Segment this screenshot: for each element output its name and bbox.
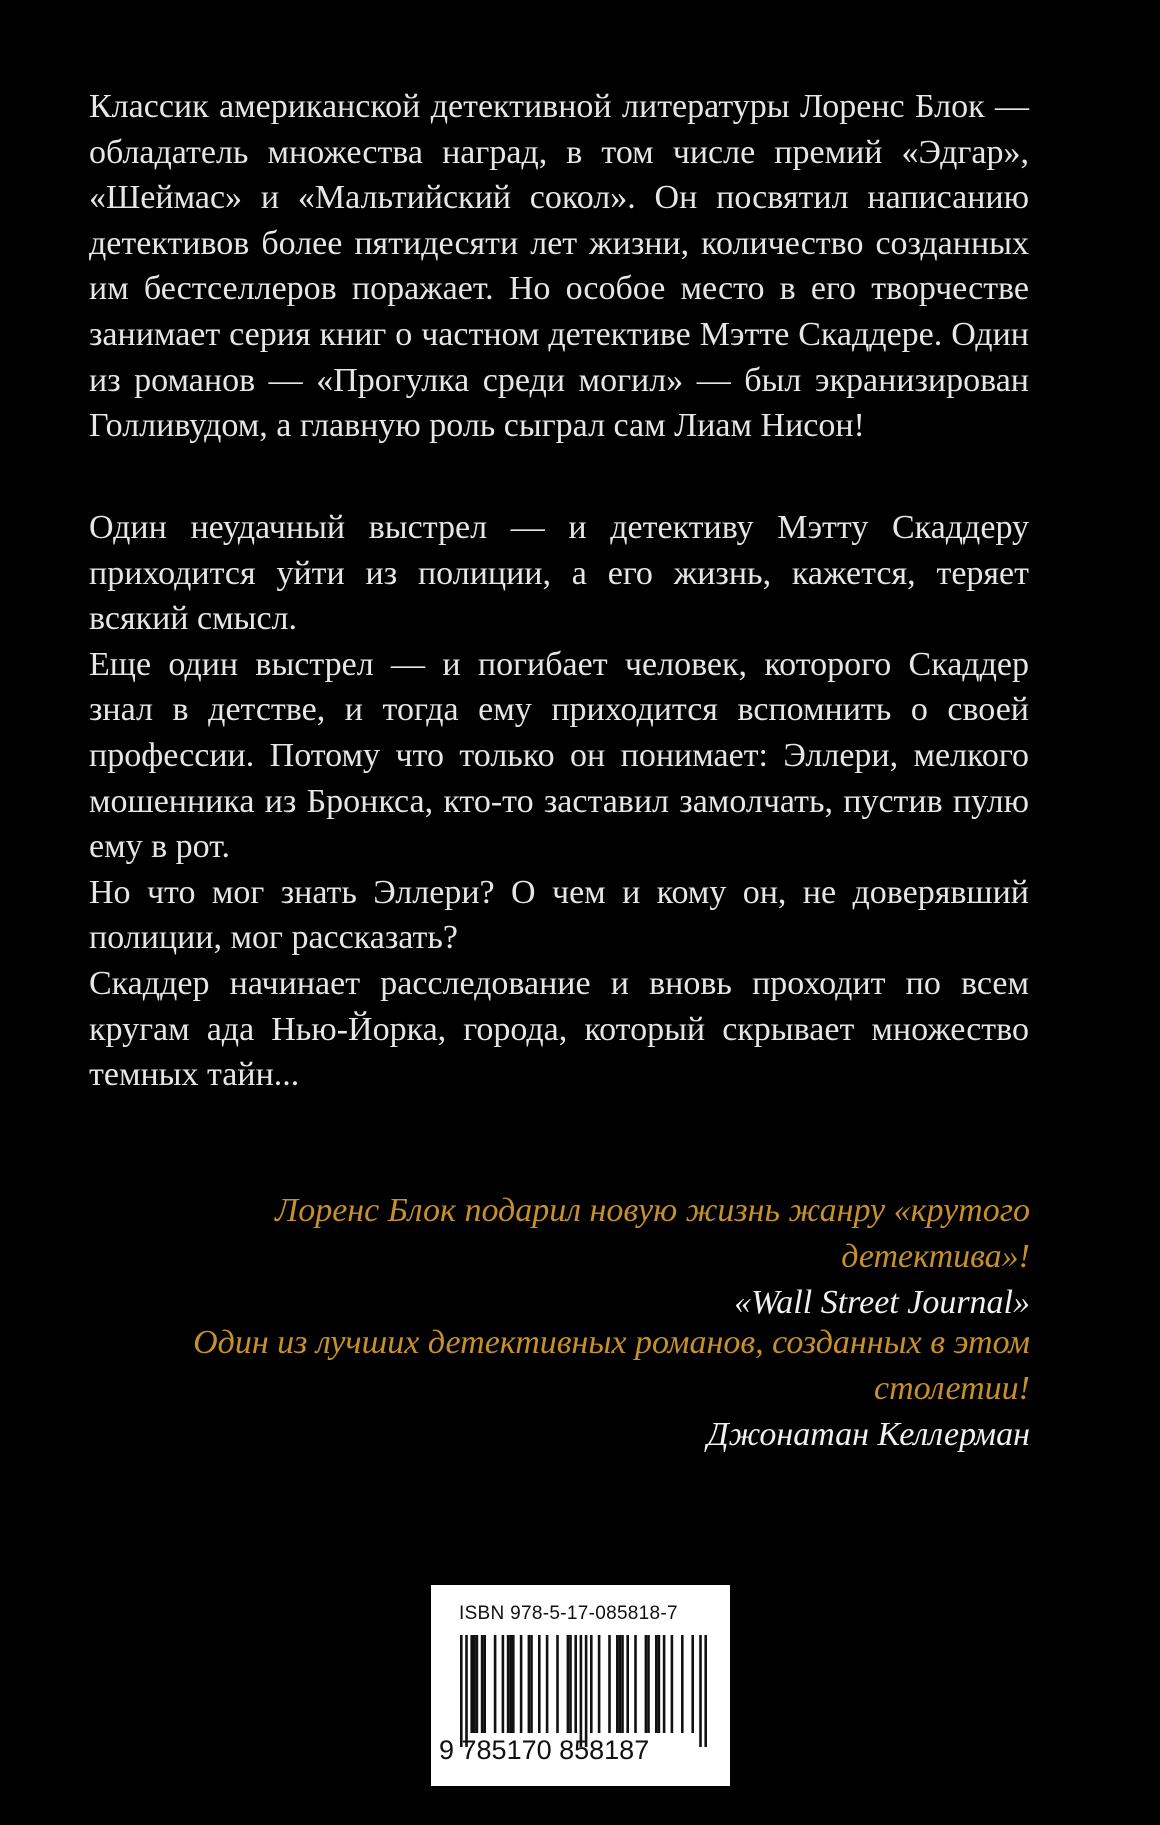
quote-source: Джонатан Келлерман [706, 1416, 1030, 1453]
barcode-bar [608, 1635, 611, 1733]
review-quote-wsj [110, 1188, 1030, 1326]
isbn-barcode-box [431, 1585, 730, 1786]
synopsis-paragraph-1: Один неудачный выстрел — и детективу Мэтту Скаддеру приходится уйти из полиции, а его жизнь, кажется, теряет всякий смысл. [89, 509, 1029, 638]
barcode-bar [483, 1635, 486, 1733]
barcode-bar [507, 1635, 510, 1733]
barcode-bar [538, 1635, 541, 1733]
quote-text: Один из лучших детективных романов, созданных в этом столетии! [193, 1324, 1030, 1407]
barcode-bar [574, 1635, 577, 1733]
barcode-bar [671, 1635, 674, 1733]
barcode-bar [470, 1635, 473, 1733]
barcode-bar [481, 1635, 484, 1733]
synopsis-paragraph-4: Скаддер начинает расследование и вновь проходит по всем кругам ада Нью-Йорка, города, который скрывает множество темных тайн... [89, 964, 1029, 1094]
barcode-bar [556, 1635, 559, 1733]
synopsis-section [89, 505, 1029, 1098]
barcode-bar [645, 1635, 648, 1733]
barcode-bar [460, 1635, 463, 1747]
barcode-bar [494, 1635, 497, 1733]
barcode-bar [699, 1635, 702, 1747]
barcode-bar [626, 1635, 629, 1733]
barcode-bar [473, 1635, 476, 1733]
barcode-bar [663, 1635, 666, 1733]
barcode-bar [465, 1635, 468, 1747]
barcode-bar [616, 1635, 619, 1733]
review-quote-kellerman [110, 1320, 1030, 1458]
barcode-bar [585, 1635, 588, 1747]
isbn-label: ISBN 978-5-17-085818-7 [459, 1603, 678, 1624]
barcode-bar [476, 1635, 479, 1733]
barcode-bar [502, 1635, 505, 1733]
barcode-bar [530, 1635, 533, 1733]
barcode-bar [681, 1635, 684, 1733]
barcode-bar [512, 1635, 515, 1733]
barcode-bar [520, 1635, 523, 1733]
barcode-bar [590, 1635, 593, 1733]
quote-text: Лоренс Блок подарил новую жизнь жанру «крутого детектива»! [275, 1192, 1030, 1275]
barcode-bar [647, 1635, 650, 1733]
barcode-bar [691, 1635, 694, 1733]
barcode-bar [598, 1635, 601, 1733]
synopsis-paragraph-3: Но что мог знать Эллери? О чем и кому он, не доверявший полиции, мог рассказать? [89, 873, 1029, 957]
barcode-bar [546, 1635, 549, 1733]
synopsis-paragraph-2: Еще один выстрел — и погибает человек, которого Скаддер знал в детстве, и тогда ему приходится вспомнить о своей профессии. Потому что только он понимает: Эллери, мелкого мошенника из Бронкса, кто-то заставил замолчать, пустив пулю ему в рот. [89, 645, 1029, 866]
about-author-section [89, 84, 1029, 449]
barcode-bar [634, 1635, 637, 1733]
barcode-bar [567, 1635, 570, 1733]
barcode-bar [619, 1635, 622, 1733]
barcode-bar [528, 1635, 531, 1733]
quote-source: «Wall Street Journal» [734, 1284, 1030, 1321]
barcode-bar [569, 1635, 572, 1733]
barcode-bar [704, 1635, 707, 1747]
about-author-paragraph: Классик американской детективной литературы Лоренс Блок — обладатель множества наград, в том числе премий «Эдгар», «Шеймас» и «Мальтийский сокол». Он посвятил написанию детективов более пятидесяти лет жизни, количество созданных им бестселлеров поражает. Но особое место в его творчестве занимает серия книг о частном детективе Мэтте Скаддере. Один из романов — «Прогулка среди могил» — был экранизирован Голливудом, а главную роль сыграл сам Лиам Нисон! [89, 88, 1029, 445]
barcode-bar [580, 1635, 583, 1747]
barcode-digits: 9 785170 858187 [439, 1735, 650, 1765]
barcode-bar [621, 1635, 624, 1733]
barcode-bar [655, 1635, 658, 1733]
barcode-bar [658, 1635, 661, 1733]
barcode-bar [509, 1635, 512, 1733]
